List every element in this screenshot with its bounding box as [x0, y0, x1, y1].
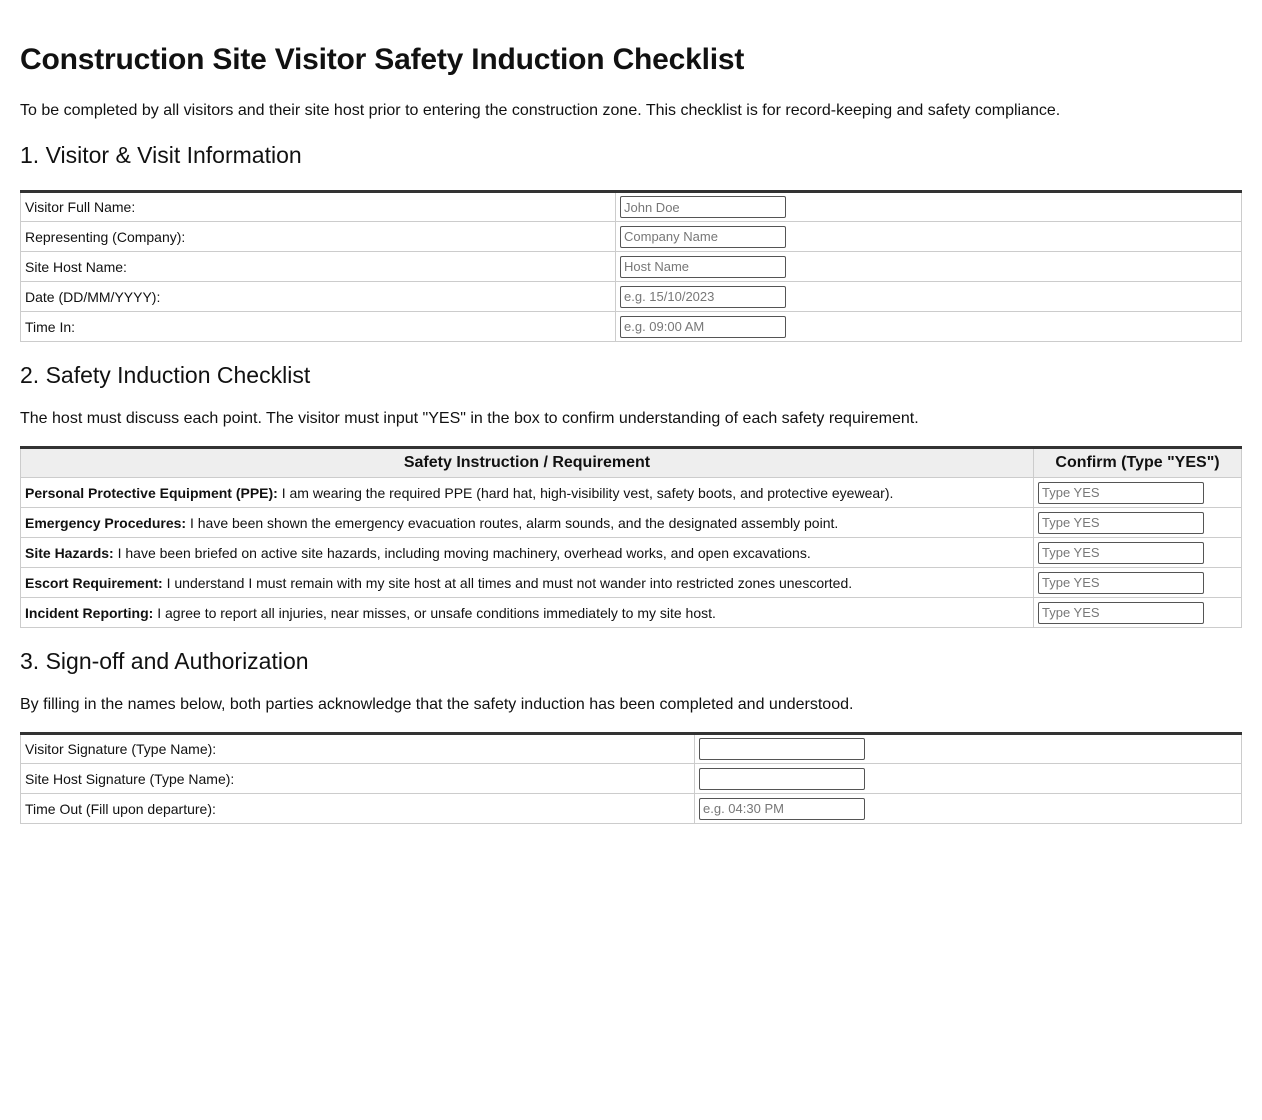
table-row — [21, 734, 1242, 764]
page-title: Construction Site Visitor Safety Induction Checklist — [20, 43, 745, 76]
requirement-cell — [21, 568, 1034, 598]
time-out-input[interactable] — [699, 798, 865, 820]
intro-text: To be completed by all visitors and their site host prior to entering the construction zone. This checklist is for record-keeping and safety compliance. — [20, 102, 1061, 119]
table-row — [21, 222, 1242, 252]
table-header-row — [21, 448, 1242, 478]
ppe-confirm-input[interactable] — [1038, 482, 1204, 504]
visitor-info-table — [20, 190, 1242, 342]
requirement-title: Site Hazards: — [25, 544, 114, 561]
requirement-title: Emergency Procedures: — [25, 514, 187, 531]
confirm-column-header: Confirm (Type "YES") — [1034, 448, 1242, 478]
company-input[interactable] — [620, 226, 786, 248]
host-signature-label: Site Host Signature (Type Name): — [21, 764, 695, 794]
host-signature-input[interactable] — [699, 768, 865, 790]
hazards-confirm-input[interactable] — [1038, 542, 1204, 564]
section-3-note: By filling in the names below, both parties acknowledge that the safety induction has been completed and understood. — [20, 696, 854, 713]
incident-confirm-input[interactable] — [1038, 602, 1204, 624]
date-label: Date (DD/MM/YYYY): — [21, 282, 616, 312]
emergency-confirm-input[interactable] — [1038, 512, 1204, 534]
table-row — [21, 282, 1242, 312]
requirement-title: Incident Reporting: — [25, 604, 154, 621]
section-1-heading: 1. Visitor & Visit Information — [20, 142, 302, 168]
time-in-label: Time In: — [21, 312, 616, 342]
table-row — [21, 538, 1242, 568]
table-row — [21, 794, 1242, 824]
requirement-text: I have been shown the emergency evacuation routes, alarm sounds, and the designated assembly point. — [186, 514, 839, 531]
section-2-note: The host must discuss each point. The visitor must input "YES" in the box to confirm understanding of each safety requirement. — [20, 410, 919, 427]
table-row — [21, 764, 1242, 794]
requirement-cell — [21, 538, 1034, 568]
visitor-name-label: Visitor Full Name: — [21, 192, 616, 222]
signoff-table — [20, 732, 1242, 824]
requirement-text: I understand I must remain with my site host at all times and must not wander into restricted zones unescorted. — [162, 574, 853, 591]
table-row — [21, 568, 1242, 598]
requirement-text: I have been briefed on active site hazards, including moving machinery, overhead works, and open excavations. — [113, 544, 811, 561]
host-name-input[interactable] — [620, 256, 786, 278]
table-row — [21, 192, 1242, 222]
date-input[interactable] — [620, 286, 786, 308]
section-3-heading: 3. Sign-off and Authorization — [20, 648, 309, 674]
requirement-title: Personal Protective Equipment (PPE): — [25, 484, 278, 501]
visitor-name-input[interactable] — [620, 196, 786, 218]
visitor-signature-input[interactable] — [699, 738, 865, 760]
requirement-text: I am wearing the required PPE (hard hat, high-visibility vest, safety boots, and protective eyewear). — [277, 484, 894, 501]
table-row — [21, 312, 1242, 342]
requirement-cell — [21, 478, 1034, 508]
table-row — [21, 252, 1242, 282]
requirement-cell — [21, 508, 1034, 538]
company-label: Representing (Company): — [21, 222, 616, 252]
table-row — [21, 478, 1242, 508]
time-out-label: Time Out (Fill upon departure): — [21, 794, 695, 824]
requirement-text: I agree to report all injuries, near misses, or unsafe conditions immediately to my site host. — [153, 604, 716, 621]
table-row — [21, 598, 1242, 628]
requirement-title: Escort Requirement: — [25, 574, 163, 591]
requirement-cell — [21, 598, 1034, 628]
visitor-signature-label: Visitor Signature (Type Name): — [21, 734, 695, 764]
table-row — [21, 508, 1242, 538]
time-in-input[interactable] — [620, 316, 786, 338]
safety-checklist-table — [20, 446, 1242, 628]
host-name-label: Site Host Name: — [21, 252, 616, 282]
requirement-column-header: Safety Instruction / Requirement — [21, 448, 1034, 478]
escort-confirm-input[interactable] — [1038, 572, 1204, 594]
section-2-heading: 2. Safety Induction Checklist — [20, 362, 311, 388]
